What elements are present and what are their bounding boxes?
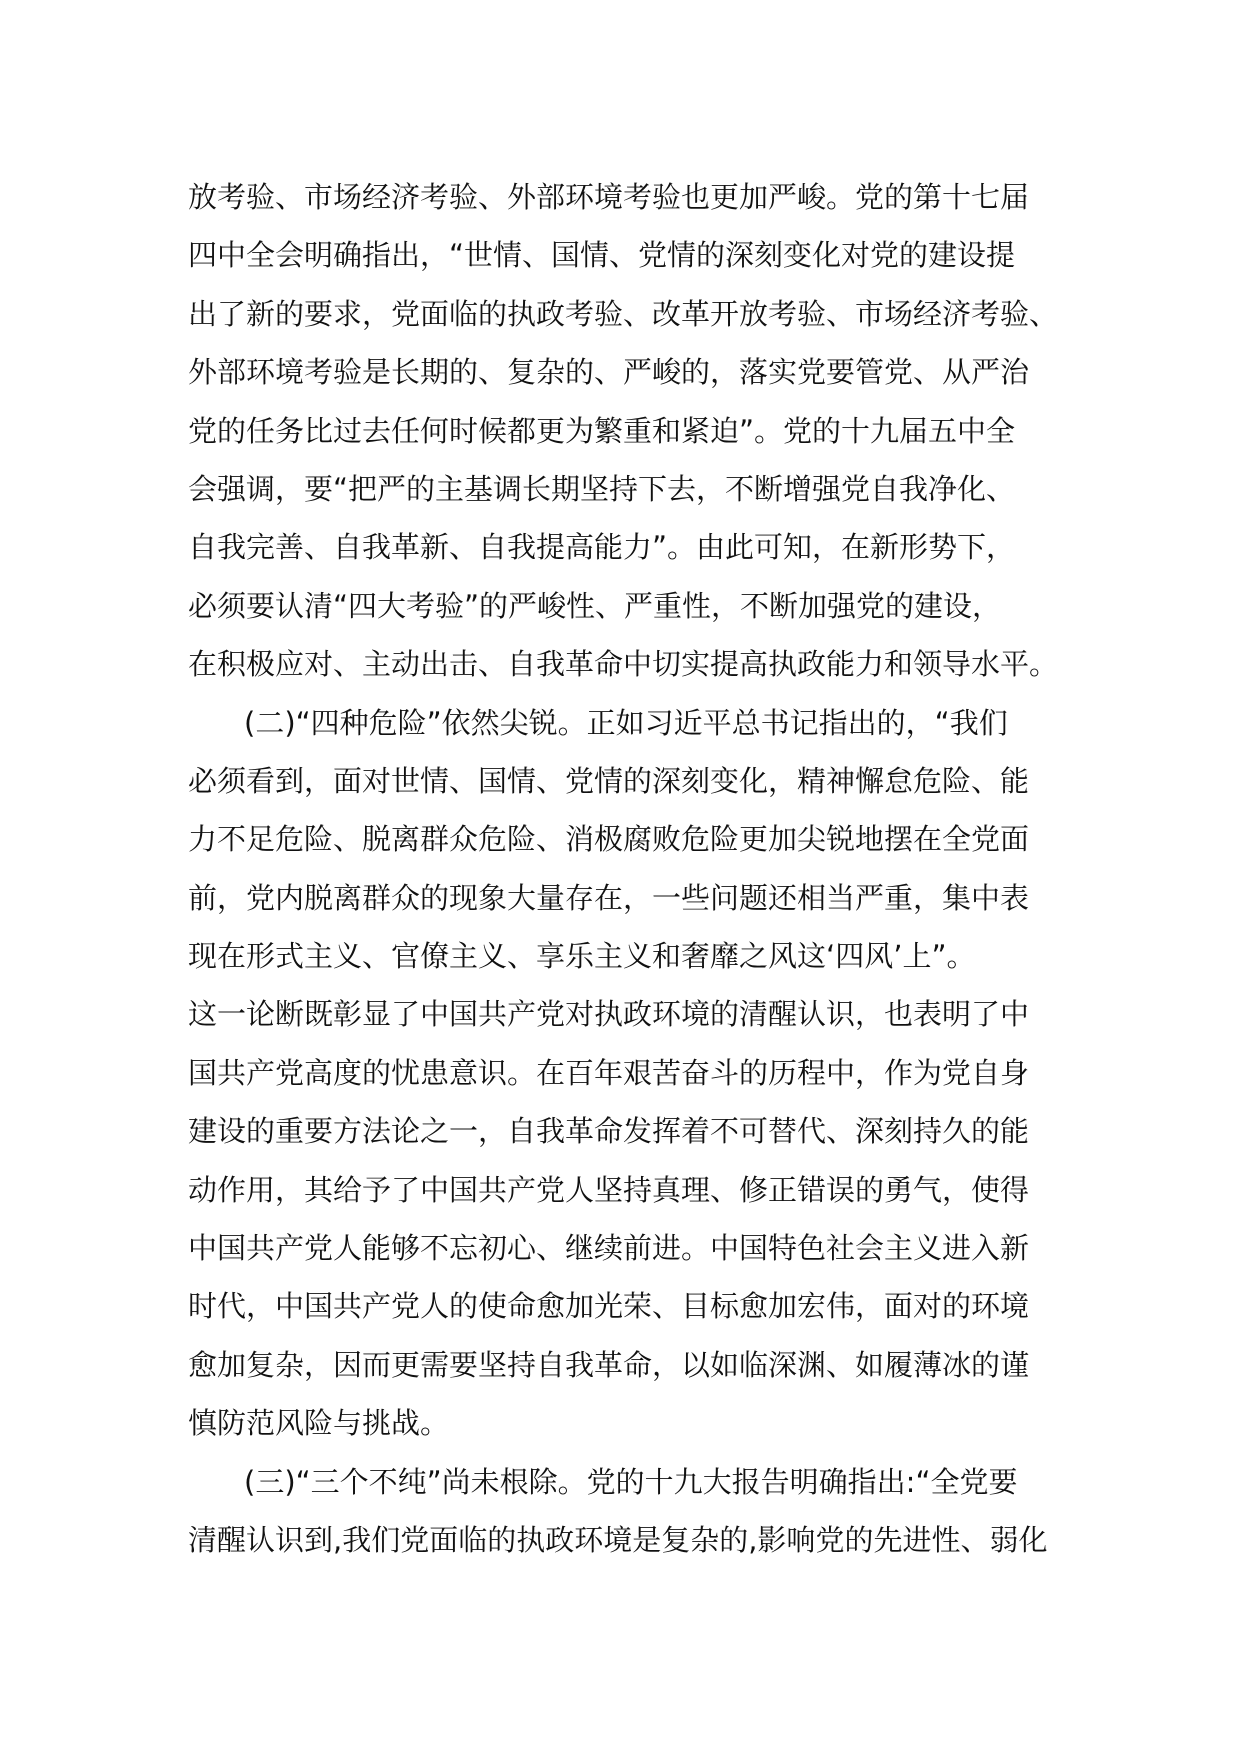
text-line: 四中全会明确指出，“世情、国情、党情的深刻变化对党的建设提 xyxy=(188,238,1016,273)
text-line: 会强调，要“把严的主基调长期坚持下去，不断增强党自我净化、 xyxy=(188,471,1016,506)
text-line: 必须要认清“四大考验”的严峻性、严重性，不断加强党的建设， xyxy=(188,588,1002,623)
text-line: 出了新的要求，党面临的执政考验、改革开放考验、市场经济考验、 xyxy=(188,296,1059,331)
text-line: 党的任务比过去任何时候都更为繁重和紧迫”。党的十九届五中全 xyxy=(188,413,1016,448)
text-line: 愈加复杂，因而更需要坚持自我革命，以如临深渊、如履薄冰的谨 xyxy=(188,1347,1030,1382)
section-heading-line: (二)“四种危险”依然尖锐。正如习近平总书记指出的，“我们 xyxy=(244,705,1008,740)
text-line: 国共产党高度的忧患意识。在百年艰苦奋斗的历程中，作为党自身 xyxy=(188,1055,1030,1090)
text-line: 建设的重要方法论之一，自我革命发挥着不可替代、深刻持久的能 xyxy=(188,1114,1030,1149)
text-line: 慎防范风险与挑战。 xyxy=(188,1406,450,1441)
text-line: 动作用，其给予了中国共产党人坚持真理、修正错误的勇气，使得 xyxy=(188,1172,1030,1207)
section-heading-line: (三)“三个不纯”尚未根除。党的十九大报告明确指出:“全党要 xyxy=(244,1464,1018,1499)
text-line: 在积极应对、主动出击、自我革命中切实提高执政能力和领导水平。 xyxy=(188,647,1059,682)
text-line: 前，党内脱离群众的现象大量存在，一些问题还相当严重，集中表 xyxy=(188,880,1030,915)
text-line: 必须看到，面对世情、国情、党情的深刻变化，精神懈怠危险、能 xyxy=(188,763,1030,798)
text-line: 时代，中国共产党人的使命愈加光荣、目标愈加宏伟，面对的环境 xyxy=(188,1289,1030,1324)
text-line: 现在形式主义、官僚主义、享乐主义和奢靡之风这‘四风’上”。 xyxy=(188,939,976,974)
text-line: 这一论断既彰显了中国共产党对执政环境的清醒认识，也表明了中 xyxy=(188,997,1030,1032)
text-line: 中国共产党人能够不忘初心、继续前进。中国特色社会主义进入新 xyxy=(188,1231,1030,1266)
text-line: 力不足危险、脱离群众危险、消极腐败危险更加尖锐地摆在全党面 xyxy=(188,822,1030,857)
text-line: 自我完善、自我革新、自我提高能力”。由此可知，在新形势下， xyxy=(188,530,1016,565)
text-line: 外部环境考验是长期的、复杂的、严峻的，落实党要管党、从严治 xyxy=(188,355,1030,390)
text-line: 放考验、市场经济考验、外部环境考验也更加严峻。党的第十七届 xyxy=(188,180,1030,214)
body-text xyxy=(188,168,1068,1569)
text-line: 清醒认识到,我们党面临的执政环境是复杂的,影响党的先进性、弱化 xyxy=(188,1522,1048,1557)
